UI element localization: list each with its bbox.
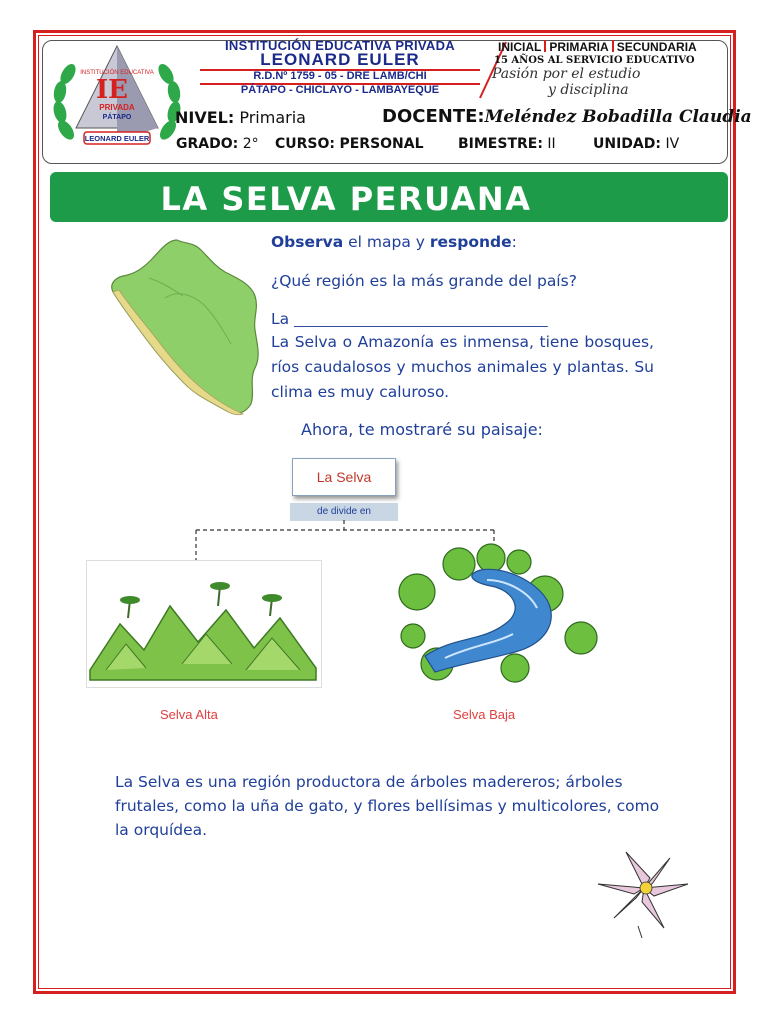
question-text: ¿Qué región es la más grande del país? [271,272,577,290]
instruction-line [271,233,517,251]
instruction-observa: Observa [271,233,344,251]
landscape-intro: Ahora, te mostraré su paisaje: [301,420,543,439]
bimestre-label: BIMESTRE: [458,136,543,152]
page-title: LA SELVA PERUANA [160,180,532,218]
svg-text:IE: IE [96,75,128,105]
docente-field [382,106,752,127]
diagram-root-box [292,458,396,496]
location-text: PÁTAPO - CHICLAYO - LAMBAYEQUE [240,84,440,96]
curso-label: CURSO: [275,136,336,152]
curso-value: PERSONAL [339,136,424,152]
selva-description: La Selva o Amazonía es inmensa, tiene bosques, ríos caudalosos y muchos animales y plantas. Su clima es muy caluroso. [271,333,654,401]
school-logo [46,40,188,164]
level-primaria: PRIMARIA [549,40,609,54]
grado-field [176,136,259,152]
selva-baja-caption: Selva Baja [453,707,516,722]
selva-baja-image [395,540,605,688]
instruction-middle: el mapa y [343,233,430,251]
rdn-text: R.D.Nº 1759 - 05 - DRE LAMB/CHI [253,70,427,82]
institution-type: INSTITUCIÓN EDUCATIVA PRIVADA [225,38,455,53]
selva-alta-image [86,560,322,688]
motto-line-2: y disciplina [548,82,629,98]
docente-value: Meléndez Bobadilla Claudia [484,107,752,127]
svg-text:LEONARD EULER: LEONARD EULER [84,134,150,143]
anniversary-text: 15 AÑOS AL SERVICIO EDUCATIVO [494,55,695,66]
svg-text:PRIVADA: PRIVADA [99,103,135,112]
selva-alta-caption: Selva Alta [160,707,218,722]
curso-field [275,136,424,152]
unidad-value: IV [665,136,680,152]
levels-list [498,40,697,54]
institution-name: LEONARD EULER [260,50,420,69]
nivel-value: Primaria [239,108,306,127]
answer-blank: _______________________________________ [294,313,548,328]
answer-line [271,310,548,328]
closing-paragraph: La Selva es una región productora de árboles madereros; árboles frutales, como la uña de gato, y flores bellísimas y multicolores, como la orquídea. [115,773,660,839]
svg-text:INSTITUCIÓN EDUCATIVA: INSTITUCIÓN EDUCATIVA [80,70,154,76]
level-secundaria: SECUNDARIA [616,40,697,54]
grado-value: 2° [242,136,259,152]
instruction-responde: responde [429,233,512,251]
peru-map-image [105,238,265,420]
nivel-field [175,108,306,127]
diagram-connector-label: de divide en [290,503,398,521]
docente-label: DOCENTE: [382,106,485,127]
answer-prefix: La [271,310,290,328]
unidad-field [593,136,679,152]
bimestre-value: II [547,136,556,152]
nivel-label: NIVEL: [175,108,235,127]
instruction-end: : [511,233,517,251]
diagram-root-label: La Selva [316,469,372,485]
motto-line-1: Pasión por el estudio [492,66,641,82]
unidad-label: UNIDAD: [593,136,661,152]
orchid-flower-image [594,848,694,938]
svg-text:PÁTAPO: PÁTAPO [102,114,132,121]
level-inicial: INICIAL [498,40,542,54]
grado-label: GRADO: [176,136,239,152]
bimestre-field [458,136,556,152]
